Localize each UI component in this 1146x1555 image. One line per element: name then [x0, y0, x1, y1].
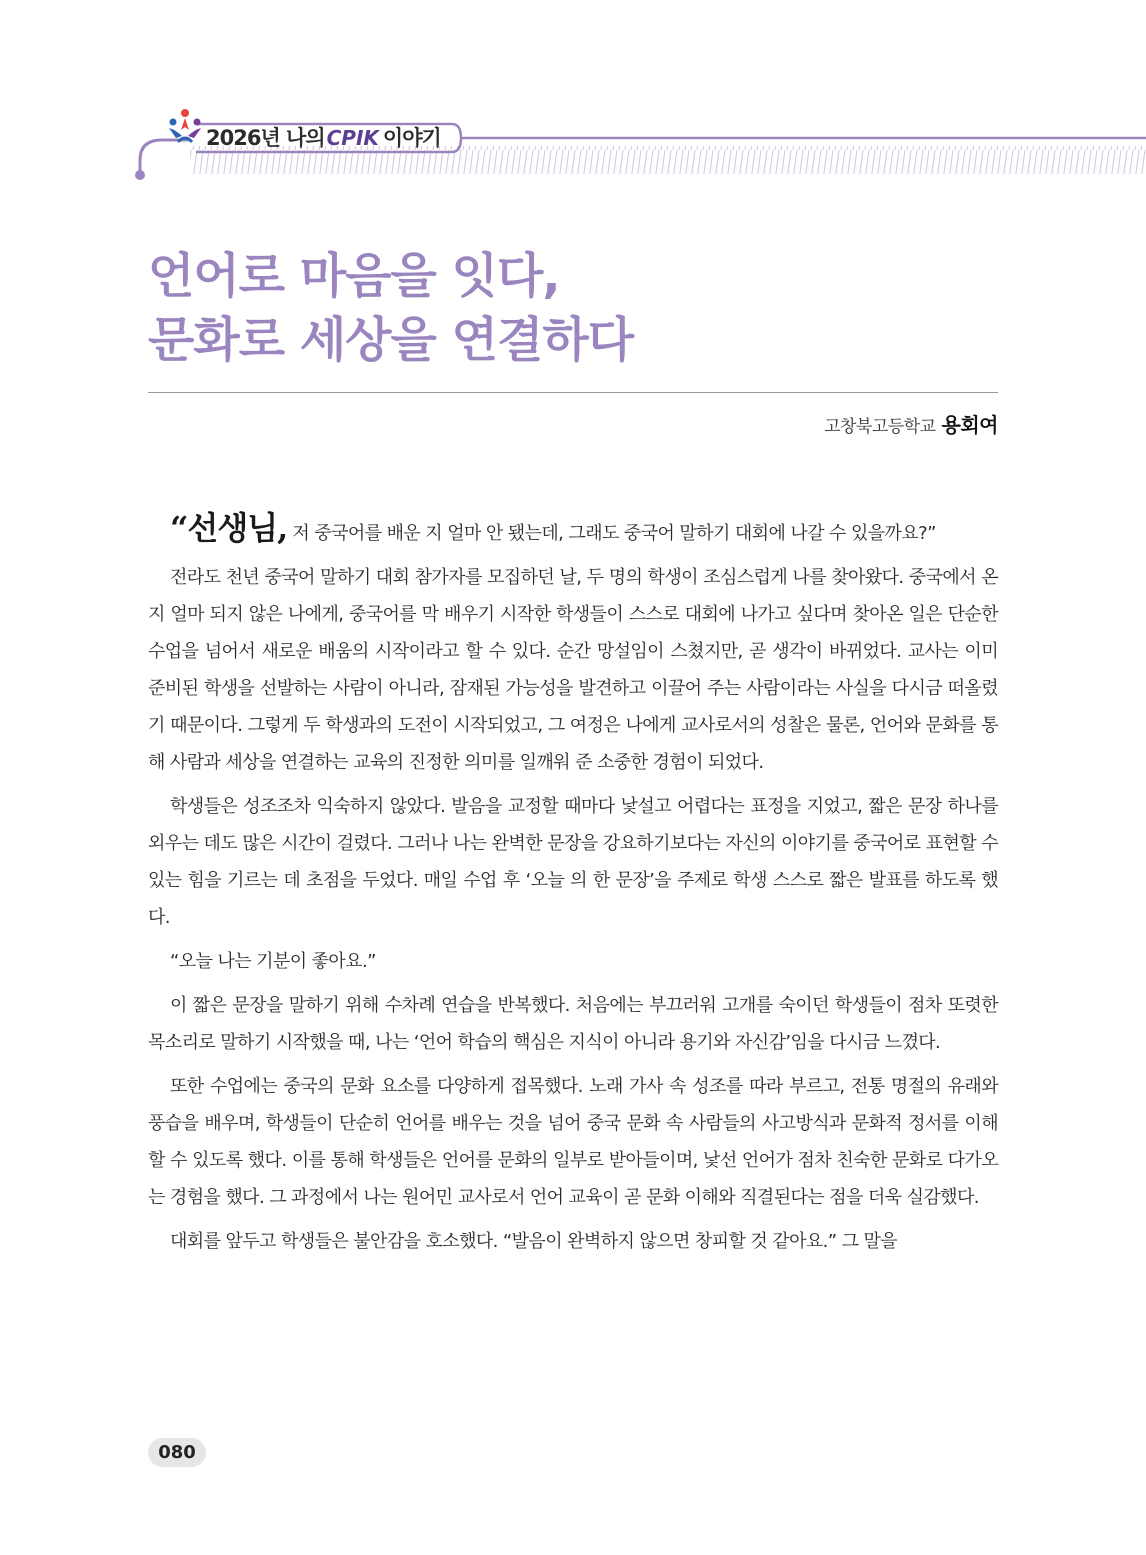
series-suffix: 이야기 [382, 126, 441, 150]
page-header [0, 0, 1146, 200]
header-dot [135, 170, 145, 180]
paragraph: 학생들은 성조조차 익숙하지 않았다. 발음을 교정할 때마다 낯설고 어렵다는 표정을 지었고, 짧은 문장 하나를 외우는 데도 많은 시간이 걸렸다. 그러나 나는 완벽한 문장을 강요하기보다는 자신의 이야기를 중국어로 표현할 수 있는 힘을 기르는 데 초점을 두었다. 매일 수업 후 ‘오늘 의 한 문장’을 주제로 학생 스스로 짧은 발표를 하도록 했다. [148, 796, 998, 928]
school-name: 고창북고등학교 [824, 417, 936, 437]
quote-paragraph: “오늘 나는 기분이 좋아요.” [170, 951, 376, 972]
article-body [148, 510, 998, 1267]
paragraph: 이 짧은 문장을 말하기 위해 수차례 연습을 반복했다. 처음에는 부끄러워 고개를 숙이던 학생들이 점차 또렷한 목소리로 말하기 시작했을 때, 나는 ‘언어 학습의 핵심은 지식이 아니라 용기와 자신감’임을 다시금 느꼈다. [148, 995, 998, 1053]
lead-paragraph [148, 510, 998, 552]
article-title [148, 244, 633, 372]
author-name: 용회여 [941, 413, 998, 437]
title-line-1: 언어로 마음을 잇다, [148, 248, 560, 304]
page-number: 080 [148, 1438, 206, 1467]
paragraph: 대회를 앞두고 학생들은 불안감을 호소했다. “발음이 완벽하지 않으면 창피할 것 같아요.” 그 말을 [170, 1231, 898, 1252]
title-line-2: 문화로 세상을 연결하다 [148, 312, 634, 368]
cpik-logo-icon [166, 108, 204, 148]
header-decoration [0, 0, 1146, 200]
paragraph: 또한 수업에는 중국의 문화 요소를 다양하게 접목했다. 노래 가사 속 성조를 따라 부르고, 전통 명절의 유래와 풍습을 배우며, 학생들이 단순히 언어를 배우는 것을 넘어 중국 문화 속 사람들의 사고방식과 문화적 정서를 이해할 수 있도록 했다. 이를 통해 학생들은 언어를 문화의 일부로 받아들이며, 낯선 언어가 점차 친숙한 문화로 다가오는 경험을 했다. 그 과정에서 나는 원어민 교사로서 언어 교육이 곧 문화 이해와 직결된다는 점을 더욱 실감했다. [148, 1076, 998, 1208]
brand-name: CPIK [326, 126, 379, 150]
series-label: 2026년 나의 [206, 126, 325, 150]
series-title [206, 123, 441, 153]
paragraph: 전라도 천년 중국어 말하기 대회 참가자를 모집하던 날, 두 명의 학생이 조심스럽게 나를 찾아왔다. 중국에서 온 지 얼마 되지 않은 나에게, 중국어를 막 배우기 시작한 학생들이 스스로 대회에 나가고 싶다며 찾아온 일은 단순한 수업을 넘어서 새로운 배움의 시작이라고 할 수 있다. 순간 망설임이 스쳤지만, 곧 생각이 바뀌었다. 교사는 이미 준비된 학생을 선발하는 사람이 아니라, 잠재된 가능성을 발견하고 이끌어 주는 사람이라는 사실을 다시금 떠올렸기 때문이다. 그렇게 두 학생과의 도전이 시작되었고, 그 여정은 나에게 교사로서의 성찰은 물론, 언어와 문화를 통해 사람과 세상을 연결하는 교육의 진정한 의미를 일깨워 준 소중한 경험이 되었다. [148, 567, 998, 773]
byline [824, 408, 998, 444]
lead-quote-rest: 저 중국어를 배운 지 얼마 안 됐는데, 그래도 중국어 말하기 대회에 나갈 수 있을까요?” [287, 523, 936, 544]
lead-quote: “선생님, [170, 509, 288, 547]
title-divider [148, 392, 998, 393]
